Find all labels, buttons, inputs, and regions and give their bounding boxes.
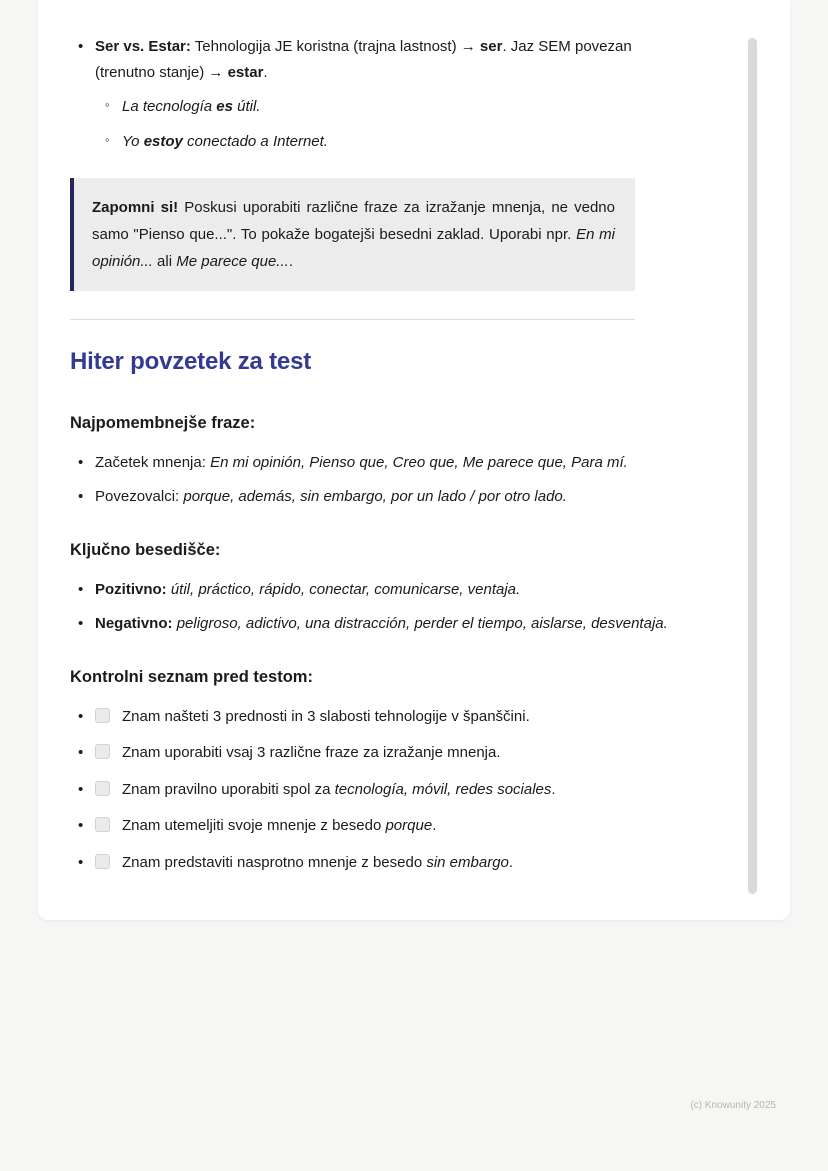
checklist-checkbox[interactable]: [95, 817, 110, 832]
ser-estar-text: [95, 34, 640, 85]
callout-text: [92, 194, 615, 275]
checklist-italic: sin embargo: [426, 853, 509, 871]
list-item: [70, 484, 695, 510]
vocab-words: útil, práctico, rápido, conectar, comunicarse, ventaja.: [170, 580, 521, 598]
vocab-label: Negativno:: [95, 615, 177, 633]
checklist-post: .: [508, 853, 514, 871]
bullet-icon: [78, 484, 83, 510]
list-item: [70, 450, 695, 476]
document-content: [38, 0, 790, 920]
bullet-icon: [78, 450, 83, 476]
phrase-value: porque, además, sin embargo, por un lado / por otro lado.: [183, 488, 567, 506]
checklist-italic: tecnología, móvil, redes sociales: [334, 780, 552, 798]
checklist-text: Znam pravilno uporabiti spol za: [122, 780, 335, 798]
checklist-post: .: [551, 780, 556, 798]
vocab-words: peligroso, adictivo, una distracción, perder el tiempo, aislarse, desventaja.: [176, 615, 668, 633]
bullet-icon: [78, 813, 83, 839]
circle-bullet-icon: [105, 129, 110, 151]
callout-seg3: .: [288, 253, 293, 270]
circle-bullet-icon: [105, 94, 110, 116]
example-post: conectado a Internet.: [182, 132, 328, 150]
list-item: [70, 611, 695, 637]
callout-seg2: ali: [152, 253, 177, 270]
bullet-icon: [78, 740, 83, 766]
checklist-subheading: Kontrolni seznam pred testom:: [70, 667, 313, 686]
footer-credit: (c) Knowunity 2025: [690, 1100, 776, 1111]
checklist-text: Znam predstaviti nasprotno mnenje z besedo: [122, 853, 427, 871]
estar-bold: estar: [227, 63, 264, 81]
phrases-subheading: Najpomembnejše fraze:: [70, 413, 256, 432]
checklist-item: [70, 704, 695, 730]
example-item: [95, 94, 734, 120]
bullet-icon: [78, 850, 83, 876]
bullet-icon: [78, 34, 83, 60]
callout-seg1: Poskusi uporabiti različne fraze za izražanje mnenja, ne vedno samo "Pienso que...". To pokaže bogatejši besedni zaklad. Uporabi npr.: [92, 199, 615, 243]
example-pre: La tecnología: [122, 98, 217, 115]
document-page: [38, 0, 790, 920]
checklist-item: [70, 850, 695, 876]
checklist-item: [70, 740, 695, 766]
bullet-icon: [78, 577, 83, 603]
bullet-icon: [78, 611, 83, 637]
phrase-label: Povezovalci:: [95, 488, 184, 506]
checklist-italic: porque: [385, 817, 433, 835]
example-bold: estoy: [143, 132, 183, 150]
checklist-item: [70, 777, 695, 803]
vocabulary-list: [70, 577, 695, 637]
vocabulary-subheading: Ključno besedišče:: [70, 540, 221, 559]
checklist-checkbox[interactable]: [95, 781, 110, 796]
example-bold: es: [216, 98, 233, 115]
list-item: [70, 577, 695, 603]
checklist-post: .: [432, 817, 437, 835]
ser-estar-seg2: . Jaz SEM povezan (trenutno stanje) →: [95, 38, 632, 81]
bullet-icon: [78, 704, 83, 730]
checklist-text: Znam utemeljiti svoje mnenje z besedo: [122, 817, 386, 835]
section-divider: [70, 319, 635, 320]
vocab-label: Pozitivno:: [95, 580, 171, 598]
summary-heading: Hiter povzetek za test: [70, 348, 312, 375]
phrase-label: Začetek mnenja:: [95, 453, 211, 471]
phrases-list: [70, 450, 695, 510]
ser-bold: ser: [479, 38, 503, 55]
example-post: útil.: [232, 98, 261, 115]
checklist: [70, 704, 695, 876]
checklist-text: Znam uporabiti vsaj 3 različne fraze za izražanje mnenja.: [122, 744, 501, 762]
ser-estar-list-item: [70, 34, 734, 154]
ser-estar-lead: Ser vs. Estar:: [95, 38, 191, 55]
ser-estar-seg3: .: [263, 63, 268, 81]
checklist-text: Znam našteti 3 prednosti in 3 slabosti tehnologije v španščini.: [122, 707, 530, 725]
checklist-checkbox[interactable]: [95, 744, 110, 759]
ser-estar-examples: [95, 94, 734, 154]
ser-estar-seg1: Tehnologija JE koristna (trajna lastnost) →: [190, 38, 480, 55]
checklist-checkbox[interactable]: [95, 854, 110, 869]
example-pre: Yo: [122, 132, 144, 150]
example-item: [95, 129, 734, 155]
checklist-checkbox[interactable]: [95, 708, 110, 723]
callout-phrase2: Me parece que...: [176, 253, 289, 270]
callout-phrase1: En mi opinión...: [92, 226, 616, 270]
scrollbar-thumb[interactable]: [748, 38, 757, 894]
callout-title: Zapomni si!: [92, 199, 179, 216]
bullet-icon: [78, 777, 83, 803]
checklist-item: [70, 813, 695, 839]
remember-callout: [70, 178, 635, 291]
phrase-value: En mi opinión, Pienso que, Creo que, Me parece que, Para mí.: [210, 453, 628, 471]
